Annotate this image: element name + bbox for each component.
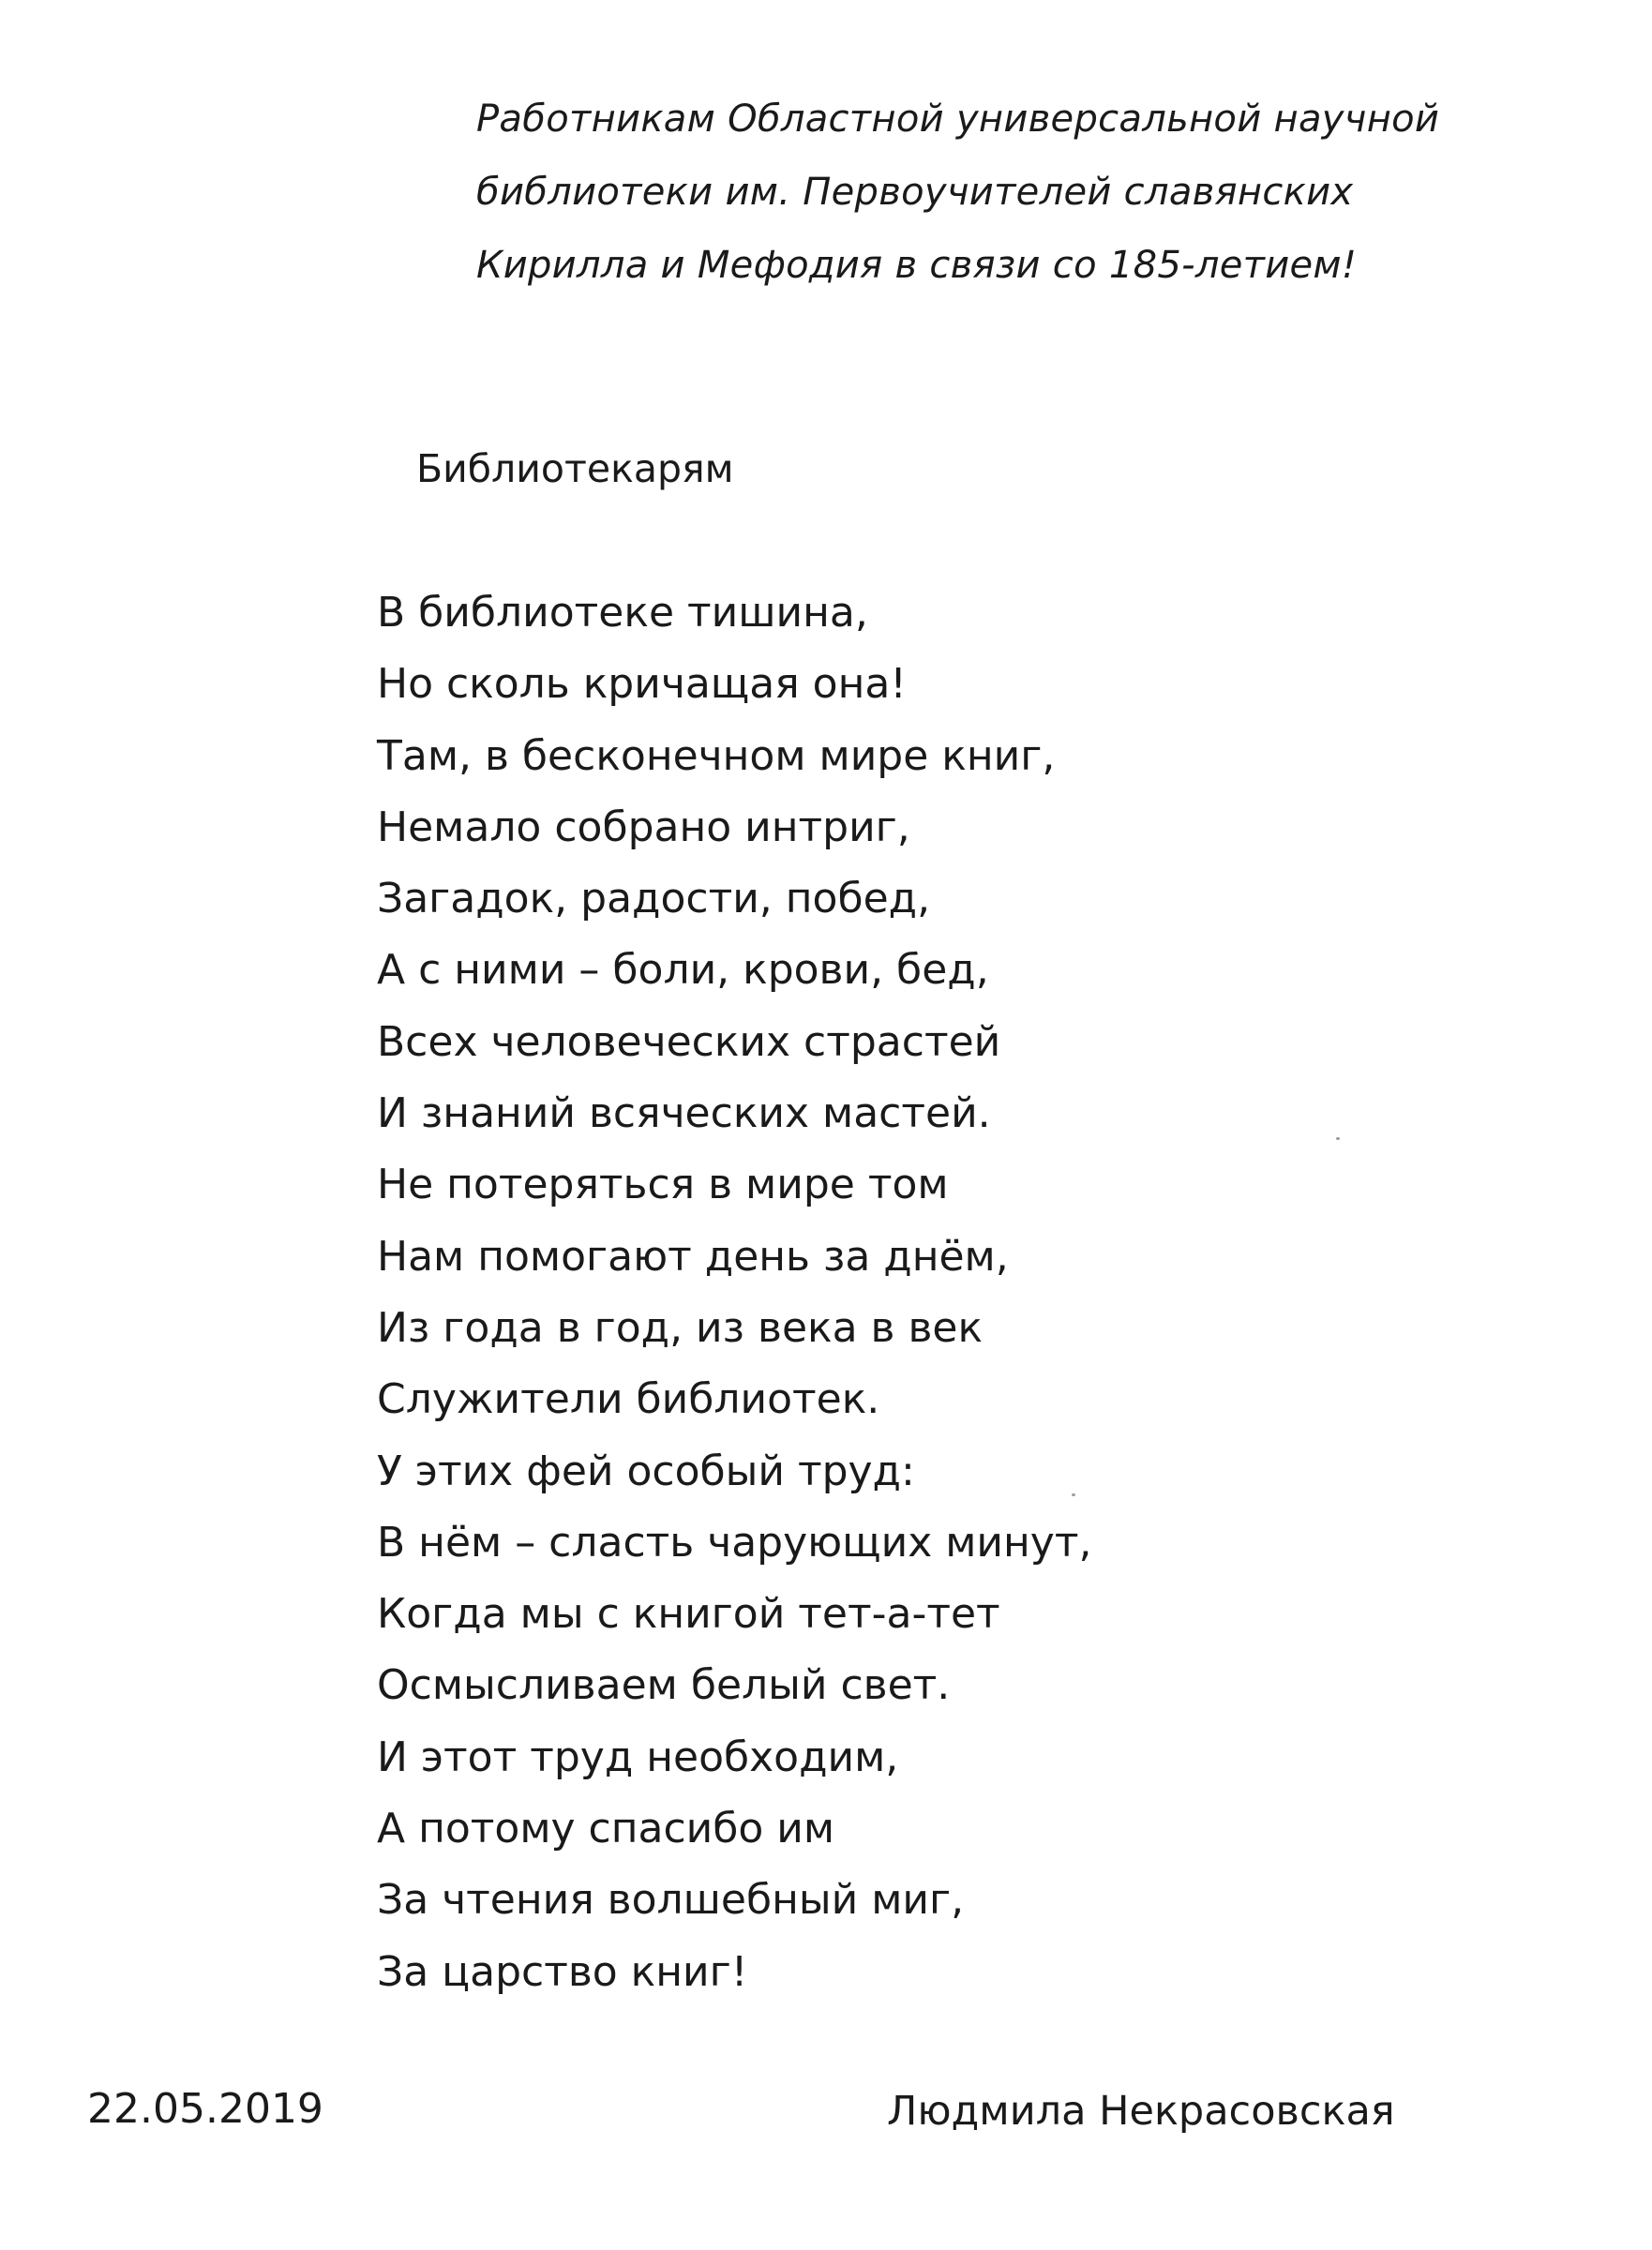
poem-line: В нём – сласть чарующих минут, — [377, 1518, 1092, 1567]
poem-line: А потому спасибо им — [377, 1805, 835, 1853]
poem-line: Загадок, радости, побед, — [377, 875, 931, 923]
poem-line: Осмысливаем белый свет. — [377, 1661, 951, 1710]
poem-line: И этот труд необходим, — [377, 1732, 899, 1781]
poem-line: Нам помогают день за днём, — [377, 1232, 1009, 1281]
poem-line: За царство книг! — [377, 1947, 748, 1996]
dedication — [476, 82, 1629, 302]
poem-line: Но сколь кричащая она! — [377, 660, 907, 709]
poem-line: Служители библиотек. — [377, 1375, 880, 1424]
poem-line: У этих фей особый труд: — [377, 1447, 915, 1495]
poem-title: Библиотекарям — [416, 446, 734, 491]
poem-line: И знаний всяческих мастей. — [377, 1089, 991, 1138]
dedication-line: Кирилла и Мефодия в связи со 185-летием! — [476, 244, 1358, 287]
poem-line: Не потеряться в мире том — [377, 1161, 949, 1209]
poem-line: Всех человеческих страстей — [377, 1017, 1001, 1066]
poem-line: В библиотеке тишина, — [377, 589, 868, 637]
author-name: Людмила Некрасовская — [887, 2088, 1395, 2135]
poem-line: За чтения волшебный миг, — [377, 1876, 965, 1925]
poem-line: Там, в бесконечном мире книг, — [377, 731, 1056, 780]
dedication-line: библиотеки им. Первоучителей славянских — [476, 171, 1354, 214]
scan-speck — [1336, 1137, 1340, 1140]
dedication-line: Работникам Областной универсальной научной — [476, 98, 1440, 141]
poem-line: А с ними – боли, крови, бед, — [377, 946, 989, 995]
poem-line: Немало собрано интриг, — [377, 802, 910, 851]
poem-line: Когда мы с книгой тет-а-тет — [377, 1590, 1000, 1639]
scan-speck — [1072, 1493, 1075, 1496]
document-date: 22.05.2019 — [87, 2085, 323, 2133]
poem-line: Из года в год, из века в век — [377, 1303, 984, 1352]
poem-body — [377, 578, 1091, 2008]
